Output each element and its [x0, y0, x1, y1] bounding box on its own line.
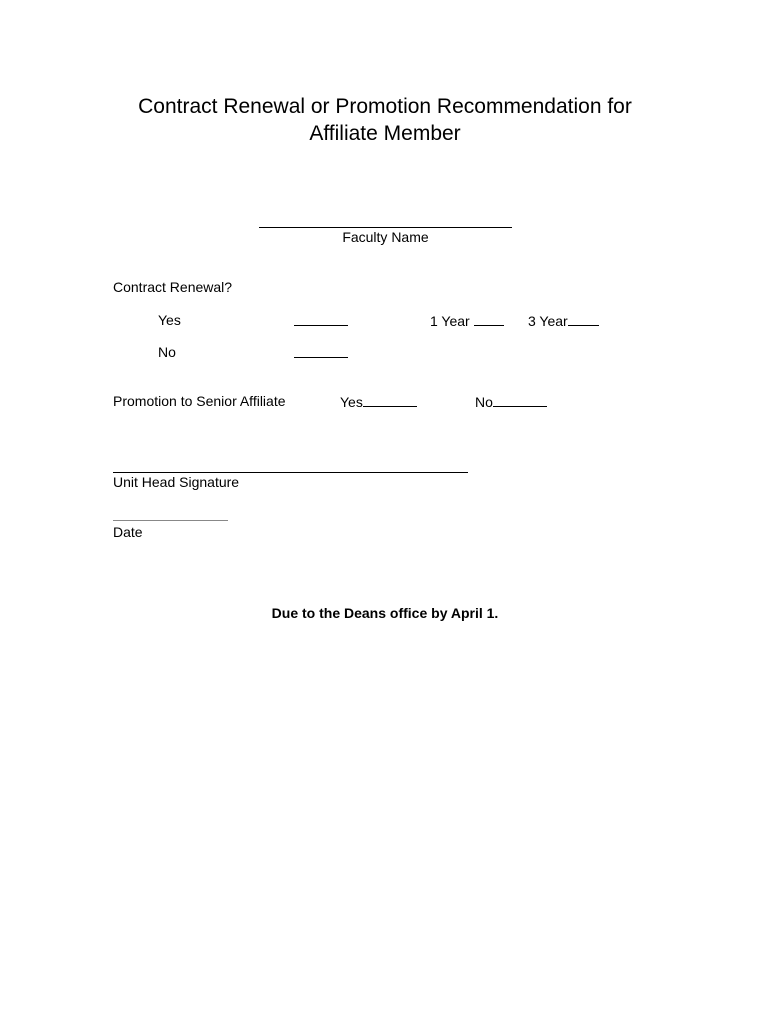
faculty-name-label: Faculty Name	[342, 229, 429, 245]
date-line[interactable]	[113, 507, 228, 521]
renewal-yes-label: Yes	[158, 312, 181, 328]
one-year-blank[interactable]	[474, 312, 504, 326]
page-title	[0, 93, 770, 147]
contract-renewal-question: Contract Renewal?	[113, 279, 233, 295]
faculty-name-field[interactable]	[259, 213, 512, 228]
three-year-blank[interactable]	[568, 312, 599, 326]
promotion-no-label: No	[475, 394, 493, 410]
promotion-yes-blank[interactable]	[363, 393, 417, 407]
promotion-yes-label: Yes	[340, 394, 363, 410]
one-year-option	[430, 312, 504, 329]
title-line-2: Affiliate Member	[309, 122, 461, 145]
promotion-yes-option	[340, 393, 417, 410]
promotion-label: Promotion to Senior Affiliate	[113, 393, 286, 409]
due-note: Due to the Deans office by April 1.	[271, 605, 499, 621]
date-label: Date	[113, 524, 143, 540]
renewal-no-blank[interactable]	[294, 344, 348, 358]
renewal-no-label: No	[158, 344, 176, 360]
one-year-label: 1 Year	[430, 313, 470, 329]
title-line-1: Contract Renewal or Promotion Recommendation for	[138, 95, 632, 118]
signature-label: Unit Head Signature	[113, 474, 240, 490]
signature-line[interactable]	[113, 458, 468, 473]
three-year-option	[528, 312, 599, 329]
promotion-no-option	[475, 393, 547, 410]
three-year-label: 3 Year	[528, 313, 568, 329]
promotion-no-blank[interactable]	[493, 393, 547, 407]
renewal-yes-blank[interactable]	[294, 312, 348, 326]
